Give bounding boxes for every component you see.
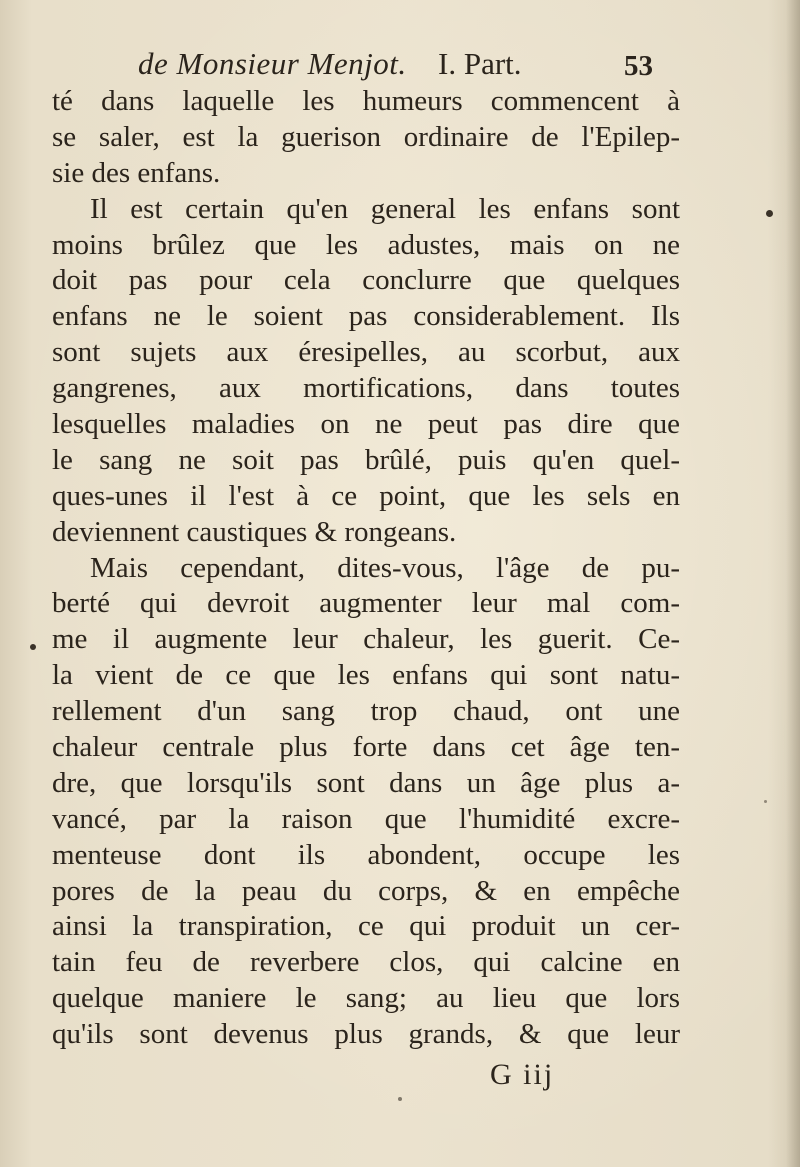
text-line: quelque maniere le sang; au lieu que lors	[52, 982, 680, 1015]
text-line: rellement d'un sang trop chaud, ont une	[52, 695, 680, 728]
text-line: doit pas pour cela conclurre que quelques	[52, 264, 680, 297]
ink-speck	[764, 800, 767, 803]
page-text-block	[52, 40, 680, 1053]
text-line: enfans ne le soient pas considerablement. Ils	[52, 300, 680, 333]
signature-mark: G iij	[490, 1058, 555, 1091]
text-line: moins brûlez que les adustes, mais on ne	[52, 228, 680, 261]
text-line: sie des enfans.	[52, 156, 221, 189]
text-line: qu'ils sont devenus plus grands, & que leur	[52, 1018, 680, 1051]
text-line: berté qui devroit augmenter leur mal com-	[52, 587, 680, 620]
running-head	[52, 40, 680, 84]
text-line: menteuse dont ils abondent, occupe les	[52, 838, 680, 871]
running-head-title: de Monsieur Menjot.	[138, 46, 407, 81]
text-line: se saler, est la guerison ordinaire de l'Epilep-	[52, 120, 680, 153]
page-number: 53	[624, 50, 653, 82]
ink-speck	[30, 644, 36, 650]
text-line: la vient de ce que les enfans qui sont natu-	[52, 659, 680, 692]
text-line: sont sujets aux éresipelles, au scorbut, aux	[52, 336, 680, 369]
text-line: deviennent caustiques & rongeans.	[52, 515, 457, 548]
page-edge-shadow	[786, 0, 800, 1167]
text-line: Mais cependant, dites-vous, l'âge de pu-	[90, 551, 680, 584]
text-line: ainsi la transpiration, ce qui produit un cer-	[52, 910, 680, 943]
text-line: me il augmente leur chaleur, les guerit. Ce-	[52, 623, 680, 656]
text-line: chaleur centrale plus forte dans cet âge ten-	[52, 731, 680, 764]
running-head-part: I. Part.	[438, 46, 522, 81]
text-line: ques-unes il l'est à ce point, que les sels en	[52, 479, 680, 512]
text-line: le sang ne soit pas brûlé, puis qu'en quel-	[52, 443, 680, 476]
text-line: gangrenes, aux mortifications, dans toutes	[52, 372, 680, 405]
text-line: pores de la peau du corps, & en empêche	[52, 874, 680, 907]
ink-speck	[766, 210, 773, 217]
text-line: tain feu de reverbere clos, qui calcine en	[52, 946, 680, 979]
text-line: vancé, par la raison que l'humidité excre-	[52, 802, 680, 835]
text-line: té dans laquelle les humeurs commencent à	[52, 85, 680, 117]
ink-speck	[398, 1097, 402, 1101]
text-line: dre, que lorsqu'ils sont dans un âge plus a-	[52, 766, 680, 799]
body-text	[52, 84, 680, 1053]
text-line: lesquelles maladies on ne peut pas dire que	[52, 408, 680, 441]
text-line: Il est certain qu'en general les enfans sont	[90, 192, 680, 225]
